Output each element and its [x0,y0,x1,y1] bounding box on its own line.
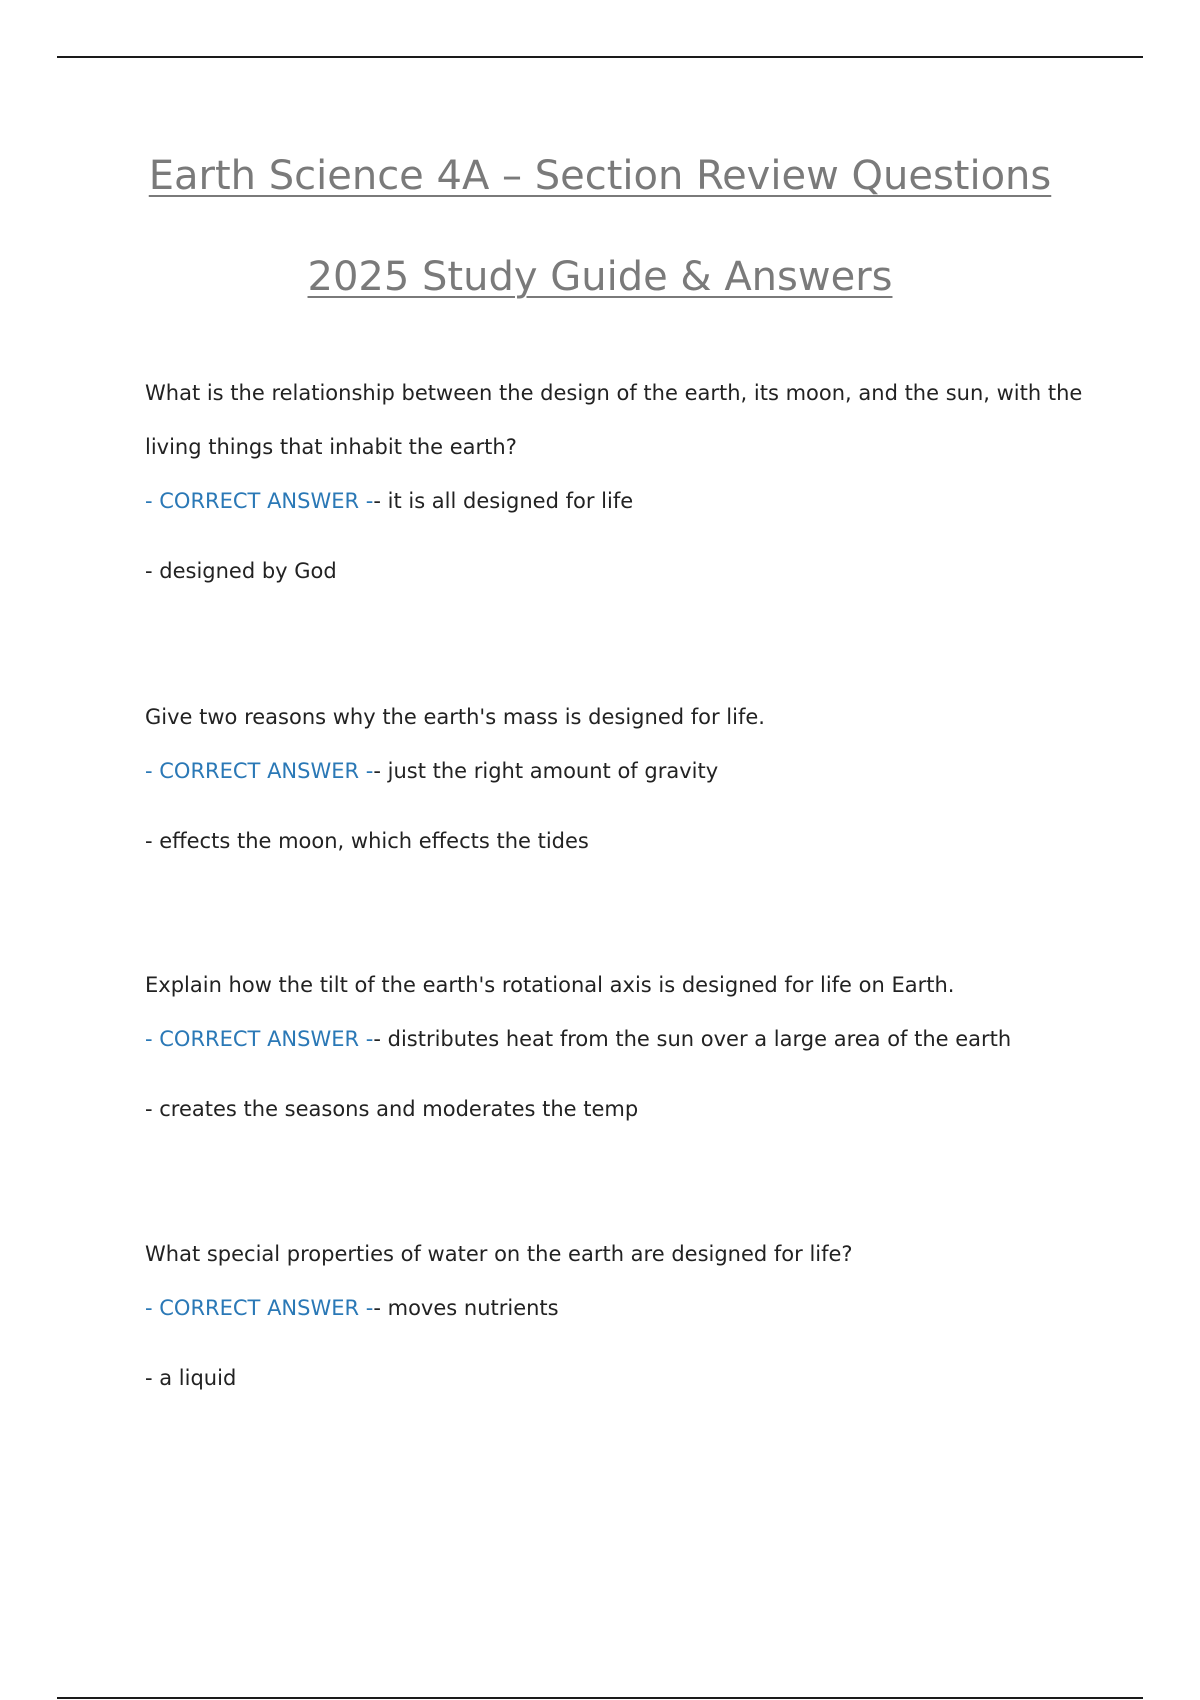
correct-answer-label: - CORRECT ANSWER - [145,1296,374,1320]
qa-item [145,366,1085,598]
qa-item [145,690,1085,868]
answer-line [145,1012,1085,1066]
document-title [0,153,1200,199]
question-text: Give two reasons why the earth's mass is designed for life. [145,705,765,729]
answer-detail: - a liquid [145,1366,237,1390]
answer-detail: - designed by God [145,559,337,583]
answer-line [145,474,1085,528]
bottom-divider [57,1697,1143,1699]
answer-detail: - effects the moon, which effects the tides [145,829,589,853]
title-line-2: 2025 Study Guide & Answers [307,254,893,300]
top-divider [57,56,1143,58]
question-text: What special properties of water on the earth are designed for life? [145,1242,853,1266]
answer-text: - moves nutrients [373,1296,559,1320]
answer-line [145,1281,1085,1335]
correct-answer-label: - CORRECT ANSWER - [145,759,374,783]
answer-text: - distributes heat from the sun over a large area of the earth [373,1027,1012,1051]
answer-detail: - creates the seasons and moderates the temp [145,1097,639,1121]
question-text: Explain how the tilt of the earth's rotational axis is designed for life on Earth. [145,973,955,997]
answer-text: - it is all designed for life [373,489,634,513]
correct-answer-label: - CORRECT ANSWER - [145,1027,374,1051]
qa-item [145,958,1085,1136]
qa-item [145,1227,1085,1405]
question-text: What is the relationship between the design of the earth, its moon, and the sun, with the living things that inhabit the earth? [145,381,1083,459]
answer-line [145,744,1085,798]
correct-answer-label: - CORRECT ANSWER - [145,489,374,513]
answer-text: - just the right amount of gravity [373,759,719,783]
title-line-1: Earth Science 4A – Section Review Questions [148,153,1052,199]
document-subtitle [0,254,1200,300]
